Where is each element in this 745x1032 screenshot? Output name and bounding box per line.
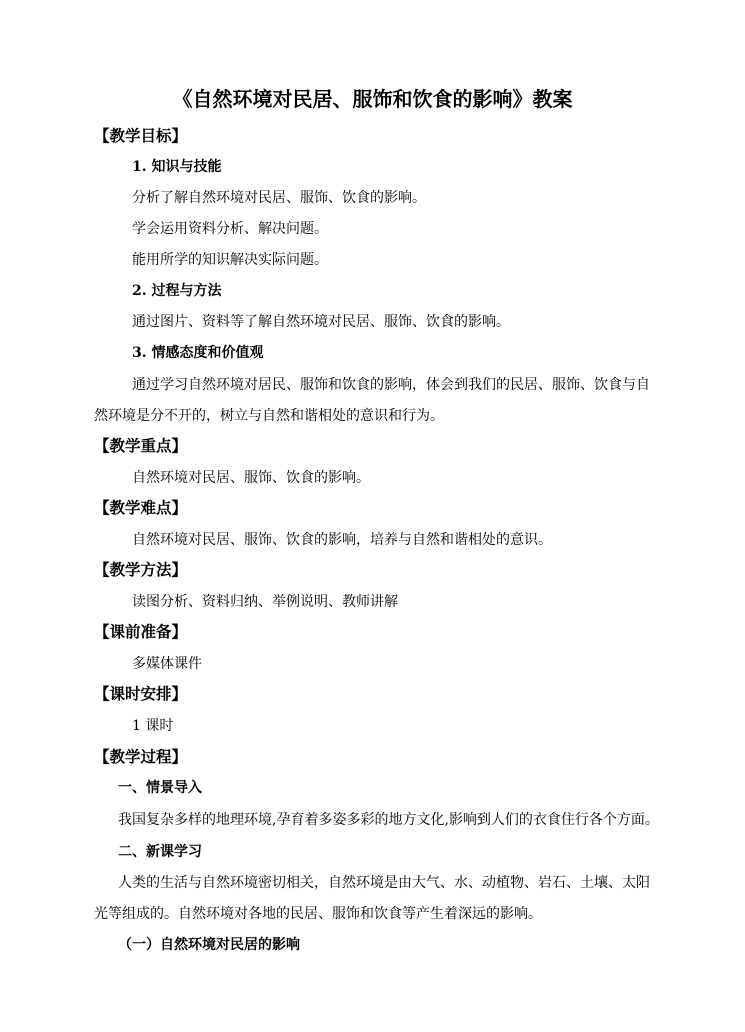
step-2-paragraph-line-a: 人类的生活与自然环境密切相关，自然环境是由大气、水、动植物、岩石、土壤、太阳 [118, 875, 650, 891]
subheading-process-method: 2. 过程与方法 [132, 283, 222, 299]
step-1-title: 一、情景导入 [118, 780, 202, 796]
step-2-title: 二、新课学习 [118, 844, 202, 860]
step-2-subheading-housing: （一）自然环境对民居的影响 [118, 937, 300, 953]
key-points-text: 自然环境对民居、服饰、饮食的影响。 [132, 470, 370, 486]
class-hours-text: 1 课时 [132, 718, 174, 734]
goal-line-4: 通过图片、资料等了解自然环境对民居、服饰、饮食的影响。 [132, 314, 510, 330]
goal-paragraph-line-b: 然环境是分不开的，树立与自然和谐相处的意识和行为。 [94, 408, 444, 424]
subheading-attitude-values: 3. 情感态度和价值观 [132, 345, 264, 361]
goal-line-2: 学会运用资料分析、解决问题。 [132, 221, 328, 237]
heading-teaching-methods: 【教学方法】 [94, 560, 188, 579]
document-title: 《自然环境对民居、服饰和饮食的影响》教案 [172, 87, 573, 111]
goal-line-3: 能用所学的知识解决实际问题。 [132, 252, 328, 268]
goal-paragraph-line-a: 通过学习自然环境对居民、服饰和饮食的影响，体会到我们的民居、服饰、饮食与自 [132, 377, 650, 393]
teaching-methods-text: 读图分析、资料归纳、举例说明、教师讲解 [132, 594, 398, 610]
step-2-paragraph-line-b: 光等组成的。自然环境对各地的民居、服饰和饮食等产生着深远的影响。 [94, 906, 542, 922]
goal-line-1: 分析了解自然环境对民居、服饰、饮食的影响。 [132, 190, 426, 206]
heading-teaching-goals: 【教学目标】 [94, 126, 188, 145]
heading-teaching-process: 【教学过程】 [94, 747, 188, 766]
step-1-text: 我国复杂多样的地理环境,孕育着多姿多彩的地方文化,影响到人们的衣食住行各个方面。 [118, 812, 659, 828]
heading-difficult-points: 【教学难点】 [94, 498, 188, 517]
heading-preparation: 【课前准备】 [94, 622, 188, 641]
difficult-points-text: 自然环境对民居、服饰、饮食的影响，培养与自然和谐相处的意识。 [132, 532, 552, 548]
heading-class-hours: 【课时安排】 [94, 684, 188, 703]
heading-key-points: 【教学重点】 [94, 436, 188, 455]
preparation-text: 多媒体课件 [132, 656, 202, 672]
subheading-knowledge-skills: 1. 知识与技能 [132, 159, 222, 175]
